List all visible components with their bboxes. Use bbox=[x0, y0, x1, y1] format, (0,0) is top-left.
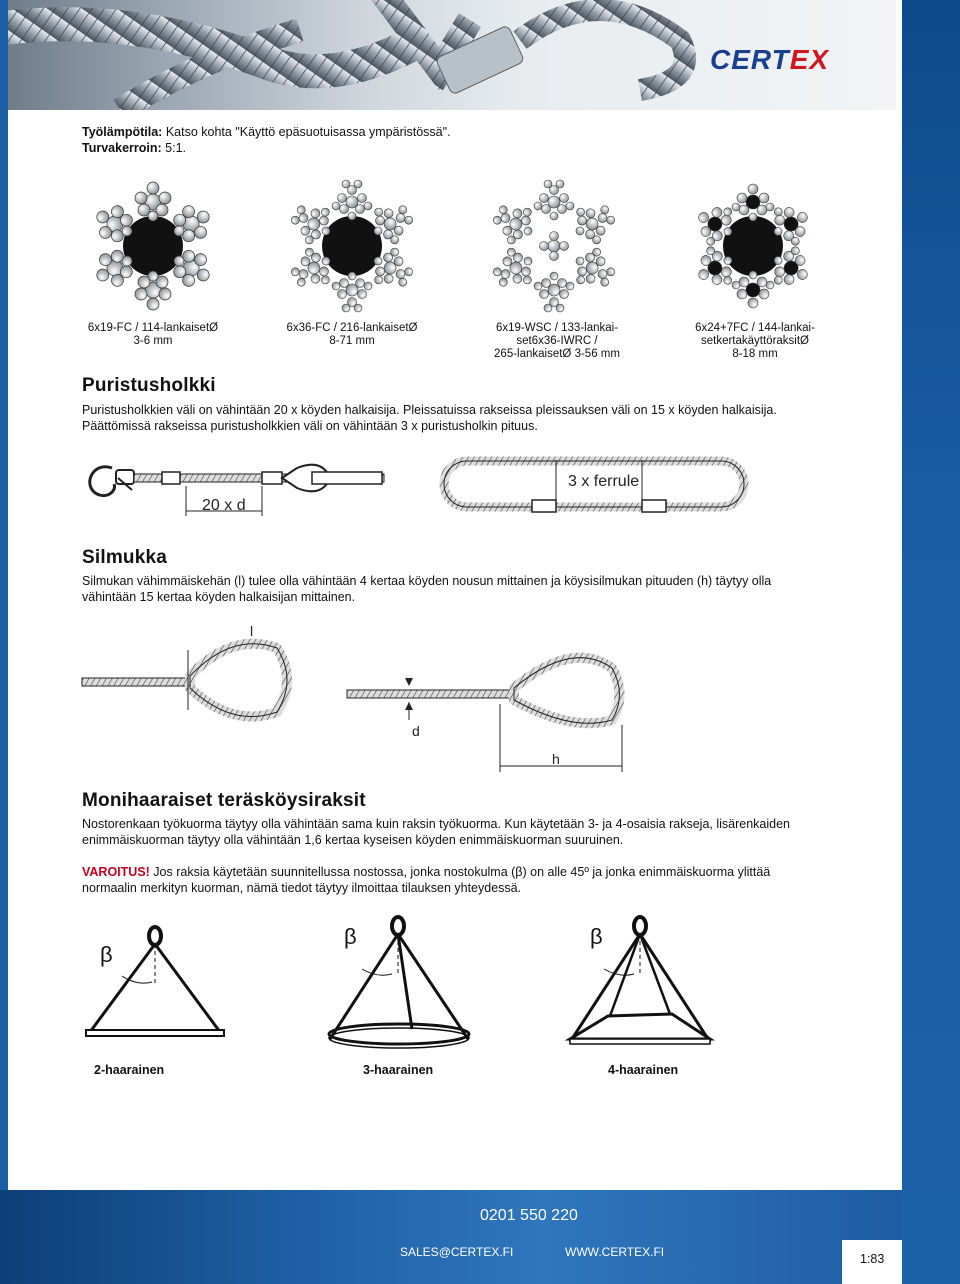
rope-caption-4-line1: 6x24+7FC / 144-lankai- bbox=[695, 322, 815, 334]
sling-label-2-leg: 2-haarainen bbox=[94, 1063, 165, 1077]
rope-caption-4-line3: 8-18 mm bbox=[732, 348, 778, 360]
warning-line2: normaalin merkityn kuorman, nämä tiedot täytyy ilmoittaa tilauksen yhteydessä. bbox=[82, 881, 522, 895]
puristusholkki-body-line2: Päättömissä rakseissa puristusholkkien väli on vähintään 3 x puristusholkin pituus. bbox=[82, 419, 538, 433]
rope-caption-3-line2: set6x36-IWRC / bbox=[516, 335, 598, 347]
logo-accent: EX bbox=[789, 44, 830, 75]
rope-section-6x19-wsc bbox=[487, 180, 621, 312]
hook-icon bbox=[90, 467, 134, 496]
rope-caption-1-line1: 6x19-FC / 114-lankaisetØ bbox=[87, 322, 219, 334]
puristusholkki-body-line1: Puristusholkkien väli on vähintään 20 x köyden halkaisija. Pleissatuissa rakseissa pleissauksen väli on 15 x köyden halkaisija. bbox=[82, 403, 777, 417]
eye-loop-diagrams bbox=[82, 620, 642, 775]
certex-logo bbox=[710, 44, 829, 76]
beta-symbol-3: β bbox=[590, 924, 603, 949]
monihaaraiset-body-line1: Nostorenkaan työkuorma täytyy olla vähintään sama kuin raksin työkuorma. Kun käytetään 3- ja 4-osaisia rakseja, lisärenkaiden bbox=[82, 817, 791, 831]
footer-band bbox=[0, 1190, 902, 1284]
beta-symbol-2: β bbox=[344, 924, 357, 949]
rope-section-6x36-fc bbox=[285, 180, 419, 312]
sling-3-leg bbox=[329, 917, 469, 1048]
sling-4-leg bbox=[570, 917, 710, 1044]
rope-caption-1 bbox=[53, 322, 253, 348]
rope-section-6x19-fc bbox=[89, 182, 218, 310]
warning-line1 bbox=[82, 864, 770, 880]
rope-section-6x24-7fc bbox=[689, 184, 817, 308]
work-temperature-line bbox=[82, 124, 451, 140]
footer-phone: 0201 550 220 bbox=[480, 1207, 578, 1224]
rope-caption-2 bbox=[252, 322, 452, 348]
rope-caption-3 bbox=[457, 322, 657, 361]
safety-label: Turvakerroin: bbox=[82, 141, 162, 155]
warning-text-1: Jos raksia käytetään suunnitellussa nostossa, jonka nostokulma (β) on alle 45º ja jonka enimmäiskuorma ylittää bbox=[149, 865, 771, 879]
page-number: 1:83 bbox=[860, 1252, 885, 1266]
rope-caption-4 bbox=[655, 322, 855, 361]
label-l: l bbox=[250, 623, 254, 639]
rope-caption-1-line2: 3-6 mm bbox=[133, 335, 173, 347]
footer-email[interactable]: SALES@CERTEX.FI bbox=[400, 1245, 514, 1259]
label-d: d bbox=[412, 723, 420, 739]
eye-loop-right bbox=[347, 658, 622, 772]
label-20xd: 20 x d bbox=[202, 497, 246, 514]
rope-caption-3-line1: 6x19-WSC / 133-lankai- bbox=[495, 322, 619, 334]
sling-label-4-leg: 4-haarainen bbox=[608, 1063, 679, 1077]
safety-text: 5:1. bbox=[165, 141, 186, 155]
footer-website[interactable]: WWW.CERTEX.FI bbox=[565, 1245, 665, 1259]
safety-factor-line bbox=[82, 140, 186, 156]
section-title-silmukka: Silmukka bbox=[82, 547, 168, 568]
monihaaraiset-body-line2: enimmäiskuorman täytyy olla vähintään 1,6 kertaa kyseisen köyden enimmäiskuorman suuruinen. bbox=[82, 833, 624, 847]
logo-main: CERT bbox=[710, 44, 790, 75]
multi-leg-slings bbox=[82, 914, 782, 1054]
label-3x-ferrule: 3 x ferrule bbox=[568, 473, 640, 490]
header-rope-photo bbox=[0, 0, 902, 110]
beta-symbol-1: β bbox=[100, 942, 113, 967]
silmukka-body-line1: Silmukan vähimmäiskehän (l) tulee olla vähintään 4 kertaa köyden nousun mittainen ja köysisilmukan pituuden (h) täytyy olla bbox=[82, 574, 772, 588]
rope-cross-sections bbox=[0, 168, 960, 328]
warning-label: VAROITUS! bbox=[82, 865, 150, 879]
section-title-monihaaraiset: Monihaaraiset teräsköysiraksit bbox=[82, 790, 366, 811]
rope-caption-2-line2: 8-71 mm bbox=[329, 335, 375, 347]
ferrule-spacing-diagram bbox=[82, 456, 782, 526]
section-title-puristusholkki: Puristusholkki bbox=[82, 375, 216, 396]
rope-caption-3-line3: 265-lankaisetØ 3-56 mm bbox=[494, 348, 620, 360]
endless-sling-diagram bbox=[444, 460, 744, 512]
work-temp-text: Katso kohta "Käyttö epäsuotuisassa ympäristössä". bbox=[165, 125, 451, 139]
eye-loop-left bbox=[82, 623, 287, 717]
rope-caption-2-line1: 6x36-FC / 216-lankaisetØ bbox=[286, 322, 418, 334]
work-temp-label: Työlämpötila: bbox=[82, 125, 163, 139]
label-h: h bbox=[552, 751, 560, 767]
silmukka-body-line2: vähintään 15 kertaa köyden halkaisijan mittainen. bbox=[82, 590, 356, 604]
rope-caption-4-line2: setkertakäyttöraksitØ bbox=[700, 335, 809, 347]
sling-2-leg bbox=[86, 927, 224, 1036]
sling-label-3-leg: 3-haarainen bbox=[363, 1063, 434, 1077]
